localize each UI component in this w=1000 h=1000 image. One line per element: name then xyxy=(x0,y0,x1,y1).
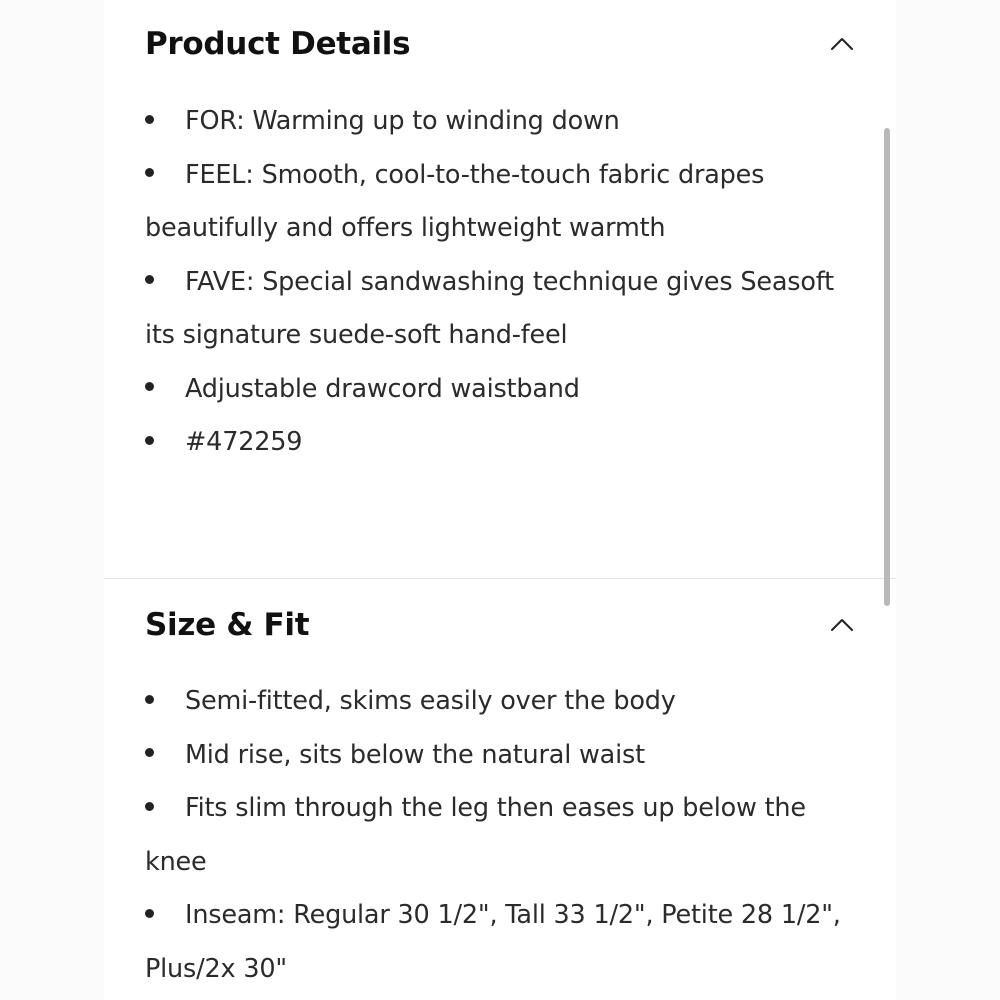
bullet-icon xyxy=(145,256,185,310)
scrollbar-thumb[interactable] xyxy=(884,128,890,606)
list-item: FOR: Warming up to winding down xyxy=(145,95,857,149)
product-details-header[interactable] xyxy=(145,19,855,69)
list-item: FEEL: Smooth, cool-to-the-touch fabric drapes beautifully and offers lightweight warmth xyxy=(145,149,857,256)
bullet-icon xyxy=(145,889,185,943)
size-fit-title: Size & Fit xyxy=(145,607,310,643)
section-divider xyxy=(104,578,896,579)
list-item: #472259 xyxy=(145,416,857,470)
product-details-list xyxy=(145,95,857,470)
product-details-title: Product Details xyxy=(145,26,411,62)
size-fit-header[interactable] xyxy=(145,600,855,650)
bullet-icon xyxy=(145,149,185,203)
bullet-icon xyxy=(145,363,185,417)
bullet-icon xyxy=(145,675,185,729)
chevron-up-icon[interactable] xyxy=(829,31,855,57)
list-item: Mid rise, sits below the natural waist xyxy=(145,729,857,783)
bullet-icon xyxy=(145,416,185,470)
bullet-icon xyxy=(145,729,185,783)
bullet-icon xyxy=(145,95,185,149)
list-item: FAVE: Special sandwashing technique gives Seasoft its signature suede-soft hand-feel xyxy=(145,256,857,363)
list-item: Semi-fitted, skims easily over the body xyxy=(145,675,857,729)
product-info-panel xyxy=(104,0,896,1000)
size-fit-list xyxy=(145,675,857,996)
bullet-icon xyxy=(145,782,185,836)
list-item: Adjustable drawcord waistband xyxy=(145,363,857,417)
chevron-up-icon[interactable] xyxy=(829,612,855,638)
list-item: Fits slim through the leg then eases up below the knee xyxy=(145,782,857,889)
list-item: Inseam: Regular 30 1/2", Tall 33 1/2", Petite 28 1/2", Plus/2x 30" xyxy=(145,889,857,996)
